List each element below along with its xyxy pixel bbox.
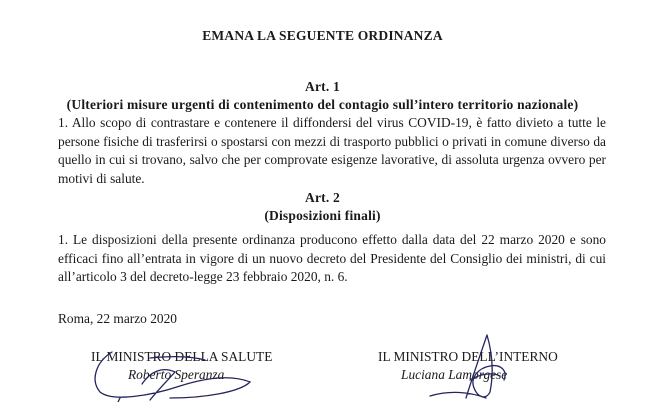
- place-date: Roma, 22 marzo 2020: [58, 311, 178, 326]
- article-2-title: Art. 2: [305, 190, 340, 205]
- article-1-line-2: persone fisiche di trasferirsi o spostarsi con mezzi di trasporto pubblici o privati in comune diverso da: [58, 133, 606, 149]
- article-2-line-2: efficaci fino all’entrata in vigore di un nuovo decreto del Presidente del Consiglio dei ministri, di cui: [58, 250, 606, 266]
- signatory-1-name: Roberto Speranza: [128, 367, 225, 382]
- signatory-1-office: IL MINISTRO DELLA SALUTE: [91, 349, 273, 364]
- main-heading: EMANA LA SEGUENTE ORDINANZA: [202, 28, 443, 43]
- article-2-line-3: all’articolo 3 del decreto-legge 23 febbraio 2020, n. 6.: [58, 269, 348, 285]
- signatory-2-office: IL MINISTRO DELL’INTERNO: [378, 349, 558, 364]
- article-1-line-4: motivi di salute.: [58, 170, 145, 186]
- article-2-line-1: 1. Le disposizioni della presente ordinanza producono effetto dalla data del 22 marzo 2020 e sono: [58, 232, 606, 247]
- article-1-subtitle: (Ulteriori misure urgenti di contenimento del contagio sull’intero territorio nazionale): [66, 97, 579, 112]
- article-1-line-1: 1. Allo scopo di contrastare e contenere il diffondersi del virus COVID-19, è fatto divieto a tutte le: [58, 115, 606, 130]
- signatory-2-name: Luciana Lamorgese: [401, 367, 508, 382]
- article-1-title: Art. 1: [305, 79, 340, 94]
- article-2-subtitle: (Disposizioni finali): [264, 208, 381, 223]
- article-1-line-3: quello in cui si trovano, salvo che per comprovate esigenze lavorative, di assoluta urgenza ovvero per: [58, 152, 606, 168]
